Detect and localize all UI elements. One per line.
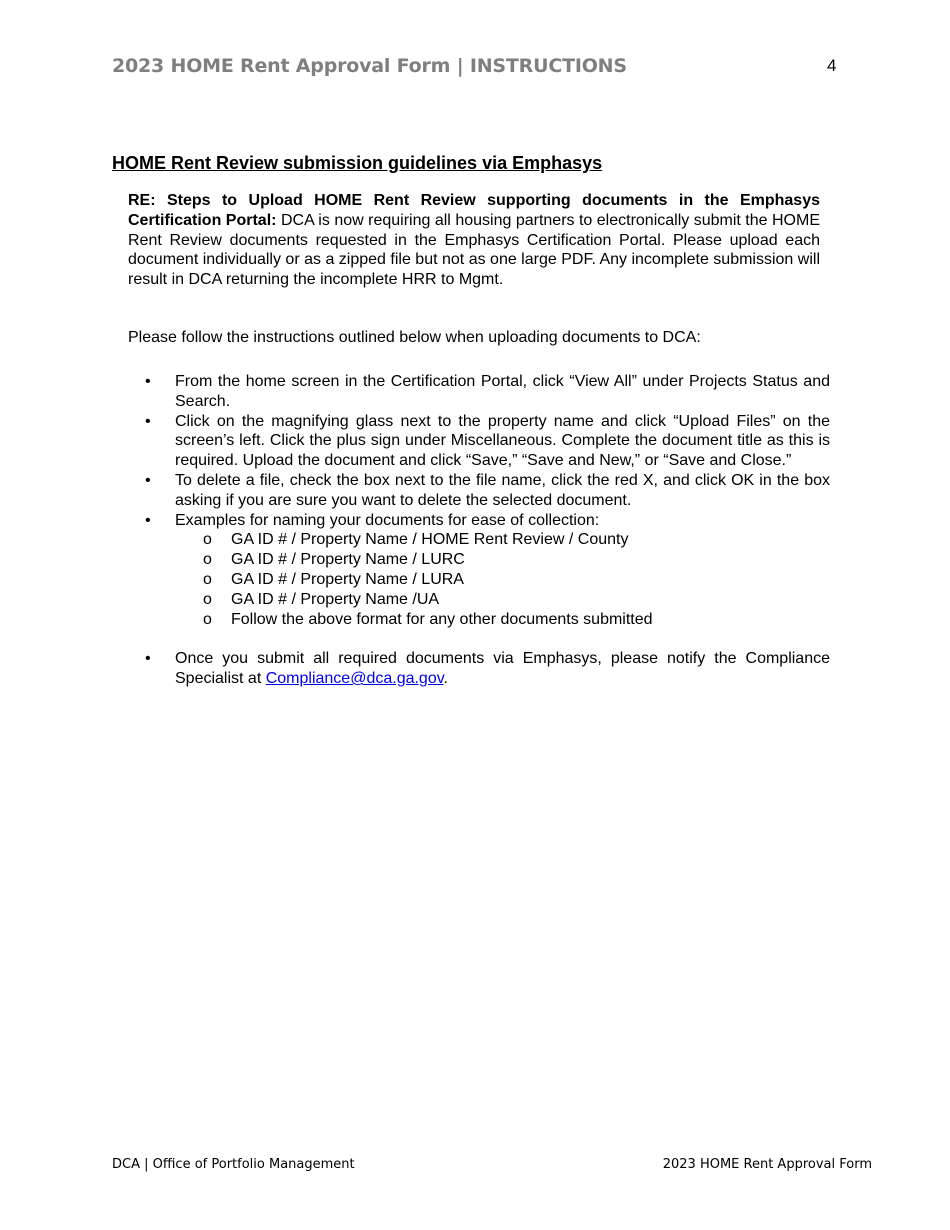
list-item-text: To delete a file, check the box next to the file name, click the red X, and click OK in the box asking if you are sure you want to delete the selected document. — [175, 471, 830, 509]
footer-left: DCA | Office of Portfolio Management — [112, 1157, 355, 1172]
naming-example-text: GA ID # / Property Name / LURC — [231, 551, 465, 569]
list-item-text — [175, 649, 830, 689]
list-item-text: Click on the magnifying glass next to the property name and click “Upload Files” on the screen’s left. Click the plus sign under Miscellaneous. Complete the document title as this is required. Upload the document and click “Save,” “Save and New,” or “Save and Close.” — [175, 412, 830, 470]
naming-example-text: GA ID # / Property Name / LURA — [231, 570, 464, 588]
list-item-text: From the home screen in the Certification Portal, click “View All” under Projects Status and Search. — [175, 373, 830, 410]
naming-example-item — [175, 550, 830, 570]
compliance-email-link[interactable]: Compliance@dca.ga.gov — [265, 670, 444, 688]
page-number: 4 — [827, 56, 837, 75]
bullet-icon: • — [145, 650, 151, 668]
list-item — [128, 471, 830, 511]
circle-bullet-icon: o — [203, 531, 212, 549]
intro-bold-lead: RE: Steps to Upload HOME Rent Review supporting documents in the Emphasys Certification Portal: — [128, 192, 820, 229]
circle-bullet-icon: o — [203, 610, 212, 628]
naming-example-text: GA ID # / Property Name /UA — [231, 590, 440, 608]
instruction-list — [128, 372, 830, 689]
circle-bullet-icon: o — [203, 570, 212, 588]
intro-body: DCA is now requiring all housing partners to electronically submit the HOME Rent Review documents requested in the Emphasys Certification Portal. Please upload each document individually or as a zipped file but not as one large PDF. Any incomplete submission will result in DCA returning the incomplete HRR to Mgmt. — [128, 211, 821, 289]
list-item — [128, 511, 830, 630]
naming-example-item — [175, 610, 830, 630]
follow-instructions-text: Please follow the instructions outlined below when uploading documents to DCA: — [128, 329, 701, 346]
section-title: HOME Rent Review submission guidelines via Emphasys — [112, 153, 603, 173]
bullet-icon: • — [145, 511, 151, 529]
footer-right: 2023 HOME Rent Approval Form — [662, 1157, 872, 1172]
bullet-icon: • — [145, 373, 151, 390]
naming-example-text: Follow the above format for any other documents submitted — [231, 610, 653, 628]
circle-bullet-icon: o — [203, 551, 212, 569]
naming-example-item — [175, 570, 830, 590]
naming-example-text: GA ID # / Property Name / HOME Rent Review / County — [231, 531, 629, 549]
intro-paragraph — [128, 191, 820, 290]
list-item — [128, 372, 830, 412]
bullet-icon: • — [145, 471, 151, 489]
list-item-text: Examples for naming your documents for ease of collection: — [175, 511, 600, 529]
naming-example-item — [175, 590, 830, 610]
list-item — [128, 412, 830, 471]
bullet-icon: • — [145, 412, 151, 430]
list-item — [128, 649, 830, 689]
naming-examples-list — [175, 530, 830, 629]
final-bullet-suffix: . — [443, 670, 448, 688]
circle-bullet-icon: o — [203, 590, 212, 608]
naming-example-item — [175, 530, 830, 550]
final-bullet-text: Once you submit all required documents via Emphasys, please notify the Compliance Specialist at — [175, 650, 830, 688]
header-title: 2023 HOME Rent Approval Form | INSTRUCTIONS — [112, 55, 627, 77]
